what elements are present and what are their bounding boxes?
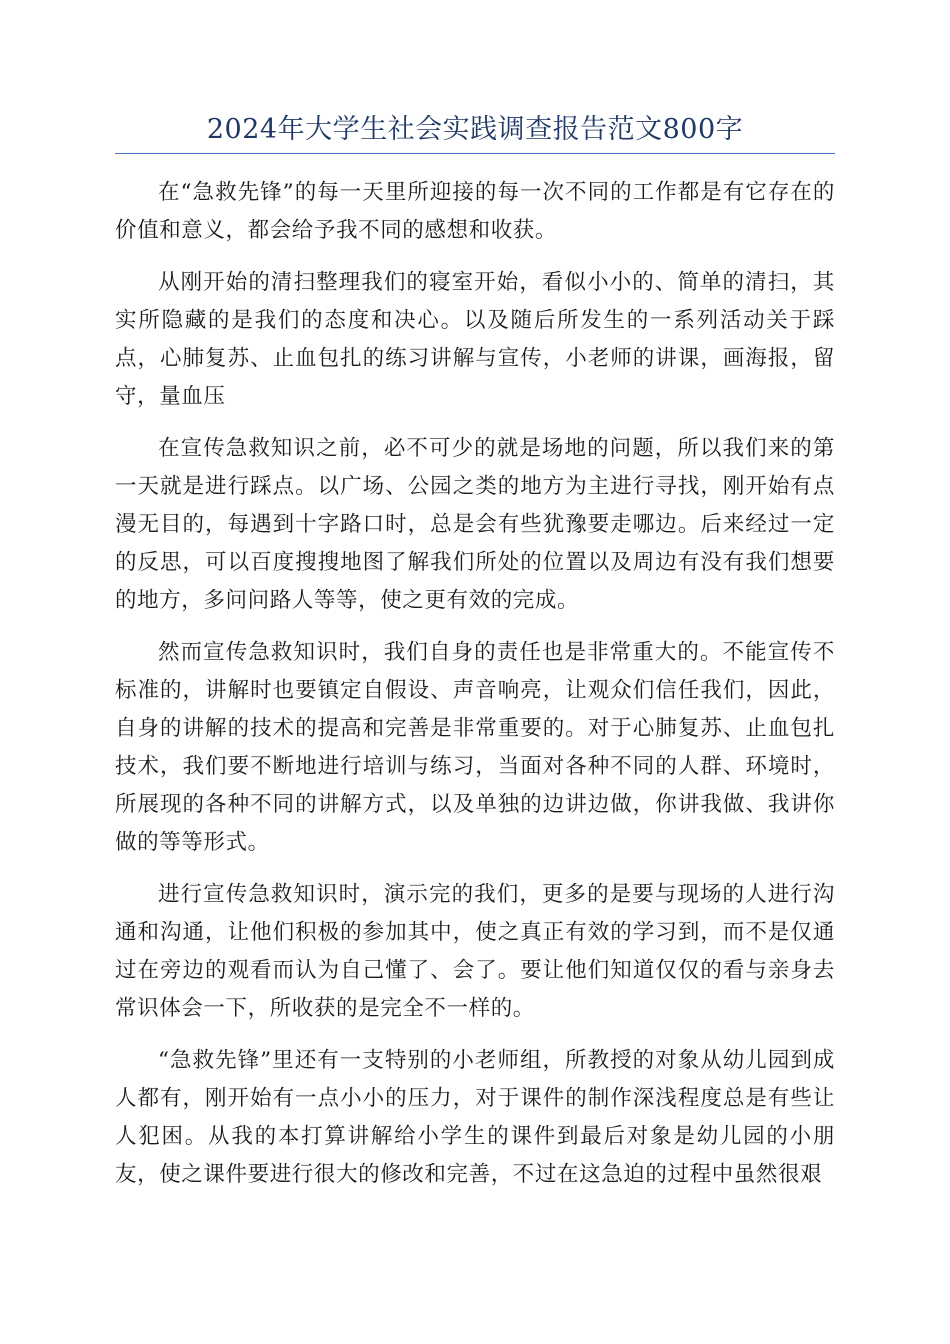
document-page bbox=[115, 110, 835, 1208]
paragraph: 在“急救先锋”的每一天里所迎接的每一次不同的工作都是有它存在的价值和意义，都会给予我不同的感想和收获。 bbox=[115, 180, 835, 243]
document-title: 2024年大学生社会实践调查报告范文800字 bbox=[115, 110, 835, 154]
paragraph: 在宣传急救知识之前，必不可少的就是场地的问题，所以我们来的第一天就是进行踩点。以广场、公园之类的地方为主进行寻找，刚开始有点漫无目的，每遇到十字路口时，总是会有些犹豫要走哪边。后来经过一定的反思，可以百度搜搜地图了解我们所处的位置以及周边有没有我们想要的地方，多问问路人等等，使之更有效的完成。 bbox=[115, 436, 835, 613]
paragraph: “急救先锋”里还有一支特别的小老师组，所教授的对象从幼儿园到成人都有，刚开始有一点小小的压力，对于课件的制作深浅程度总是有些让人犯困。从我的本打算讲解给小学生的课件到最后对象是幼儿园的小朋友，使之课件要进行很大的修改和完善，不过在这急迫的过程中虽然很艰 bbox=[115, 1048, 835, 1187]
paragraph: 然而宣传急救知识时，我们自身的责任也是非常重大的。不能宣传不标准的，讲解时也要镇定自假设、声音响亮，让观众们信任我们，因此，自身的讲解的技术的提高和完善是非常重要的。对于心肺复苏、止血包扎技术，我们要不断地进行培训与练习，当面对各种不同的人群、环境时，所展现的各种不同的讲解方式，以及单独的边讲边做，你讲我做、我讲你做的等等形式。 bbox=[115, 640, 835, 855]
document-body bbox=[115, 174, 835, 1194]
paragraph: 从刚开始的清扫整理我们的寝室开始，看似小小的、简单的清扫，其实所隐藏的是我们的态度和决心。以及随后所发生的一系列活动关于踩点，心肺复苏、止血包扎的练习讲解与宣传，小老师的讲课，画海报，留守，量血压 bbox=[115, 270, 835, 409]
paragraph: 进行宣传急救知识时，演示完的我们，更多的是要与现场的人进行沟通和沟通，让他们积极的参加其中，使之真正有效的学习到，而不是仅通过在旁边的观看而认为自己懂了、会了。要让他们知道仅仅的看与亲身去常识体会一下，所收获的是完全不一样的。 bbox=[115, 882, 835, 1021]
